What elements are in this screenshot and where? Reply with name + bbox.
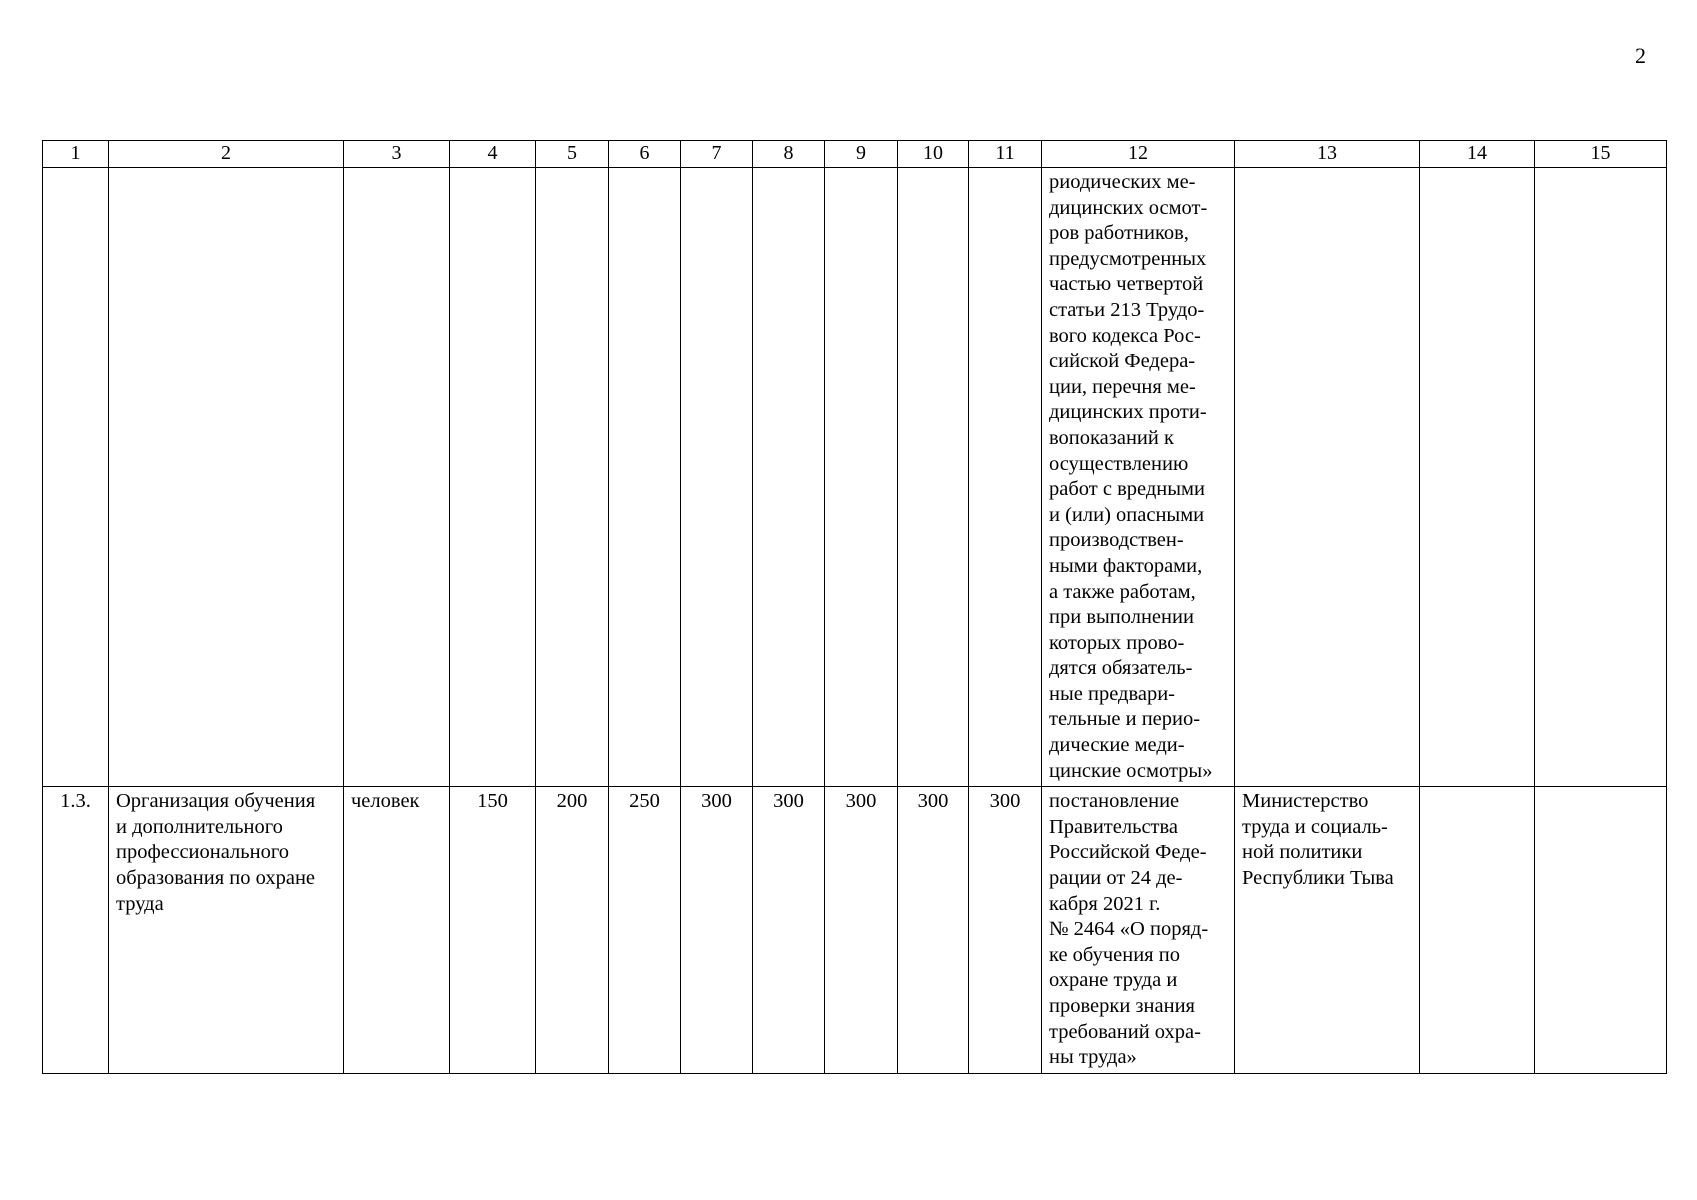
cell bbox=[536, 787, 609, 1074]
header-col-8: 8 bbox=[753, 141, 825, 168]
cell bbox=[43, 787, 109, 1074]
continuation-basis-text: риодических ме- дицинских осмот- ров работников, предусмотренных частью четвертой статьи 213 Трудо- вого кодекса Рос- сийской Федера- ции, перечня ме- дицинских проти- вопоказаний к осуществлению работ с вредными и (или) опасными производствен- ными факторами, а также работам, при выполнении которых прово- дятся обязатель- ные предвари- тельные и перио- дические меди- цинские осмотры» bbox=[1049, 171, 1213, 782]
table-row-1-3 bbox=[43, 787, 1667, 1074]
value-col-6: 250 bbox=[629, 790, 660, 813]
header-col-13: 13 bbox=[1235, 141, 1420, 168]
cell bbox=[753, 787, 825, 1074]
header-col-1: 1 bbox=[43, 141, 109, 168]
cell bbox=[536, 168, 609, 787]
value-col-9: 300 bbox=[845, 790, 877, 813]
cell bbox=[1535, 787, 1667, 1074]
cell bbox=[1535, 168, 1667, 787]
cell bbox=[109, 168, 344, 787]
cell bbox=[969, 787, 1042, 1074]
cell bbox=[609, 787, 681, 1074]
program-table bbox=[42, 140, 1667, 1074]
cell bbox=[825, 787, 898, 1074]
header-col-11: 11 bbox=[969, 141, 1042, 168]
header-col-12: 12 bbox=[1042, 141, 1235, 168]
cell bbox=[1235, 787, 1420, 1074]
header-col-6: 6 bbox=[609, 141, 681, 168]
header-col-15: 15 bbox=[1535, 141, 1667, 168]
cell bbox=[344, 168, 450, 787]
measure-name: Организация обучения и дополнительного профессионального образования по охране труда bbox=[116, 790, 316, 915]
header-col-5: 5 bbox=[536, 141, 609, 168]
header-col-14: 14 bbox=[1420, 141, 1535, 168]
legal-basis: постановление Правительства Российской Феде- рации от 24 де- кабря 2021 г. № 2464 «О поряд- ке обучения по охране труда и проверки знания требований охра- ны труда» bbox=[1049, 790, 1209, 1069]
cell bbox=[898, 787, 969, 1074]
header-col-10: 10 bbox=[898, 141, 969, 168]
cell bbox=[681, 787, 753, 1074]
cell bbox=[1042, 168, 1235, 787]
cell bbox=[753, 168, 825, 787]
value-col-7: 300 bbox=[701, 790, 732, 813]
value-col-10: 300 bbox=[917, 790, 949, 813]
page-number: 2 bbox=[1635, 43, 1646, 68]
value-col-4: 150 bbox=[477, 790, 508, 813]
cell bbox=[1042, 787, 1235, 1074]
cell bbox=[1420, 168, 1535, 787]
value-col-5: 200 bbox=[556, 790, 588, 813]
cell bbox=[609, 168, 681, 787]
unit-of-measure: человек bbox=[351, 790, 420, 813]
cell bbox=[1420, 787, 1535, 1074]
cell bbox=[681, 168, 753, 787]
header-col-7: 7 bbox=[681, 141, 753, 168]
header-col-4: 4 bbox=[450, 141, 536, 168]
value-col-8: 300 bbox=[773, 790, 804, 813]
cell bbox=[898, 168, 969, 787]
col-15-value bbox=[1535, 787, 1666, 791]
cell bbox=[43, 168, 109, 787]
col-14-value bbox=[1420, 787, 1534, 791]
value-col-11: 300 bbox=[989, 790, 1021, 813]
cell bbox=[1235, 168, 1420, 787]
cell bbox=[969, 168, 1042, 787]
cell bbox=[450, 168, 536, 787]
header-row bbox=[43, 141, 1667, 168]
header-col-2: 2 bbox=[109, 141, 344, 168]
header-col-3: 3 bbox=[344, 141, 450, 168]
header-col-9: 9 bbox=[825, 141, 898, 168]
table-row-continuation bbox=[43, 168, 1667, 787]
cell bbox=[344, 787, 450, 1074]
row-number: 1.3. bbox=[60, 790, 91, 813]
cell bbox=[825, 168, 898, 787]
responsible-executor: Министерство труда и социаль- ной политики Республики Тыва bbox=[1242, 790, 1394, 890]
cell bbox=[109, 787, 344, 1074]
cell bbox=[450, 787, 536, 1074]
